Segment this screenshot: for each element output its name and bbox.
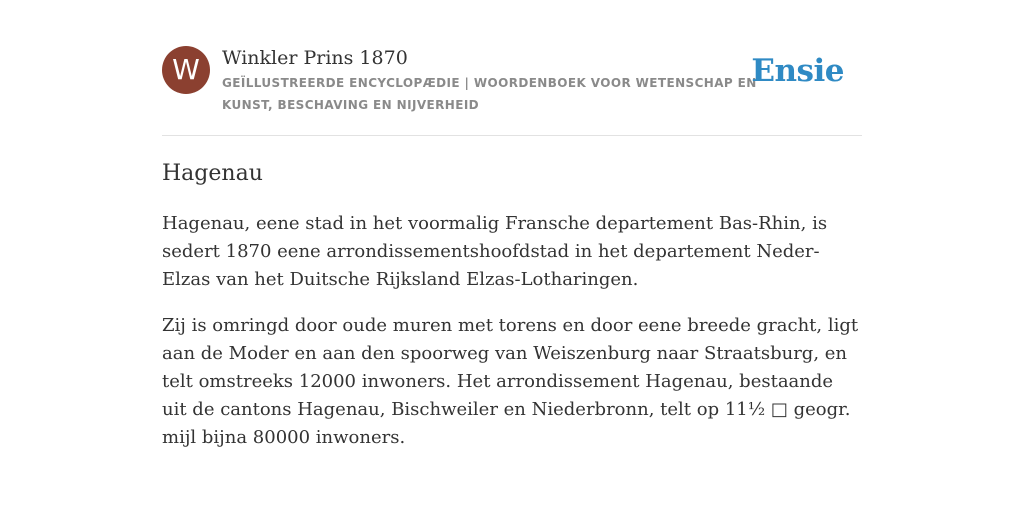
- article-paragraph: Hagenau, eene stad in het voormalig Fransche departement Bas-Rhin, is sedert 1870 eene arrondissementshoofdstad in het departement Neder-Elzas van het Duitsche Rijksland Elzas-Lotharingen.: [162, 213, 828, 290]
- source-title[interactable]: Winkler Prins 1870: [222, 47, 408, 69]
- avatar-letter: W: [172, 53, 200, 86]
- header-divider: [162, 135, 862, 136]
- source-subtitle: GEÏLLUSTREERDE ENCYCLOPÆDIE | WOORDENBOEK VOOR WETENSCHAP EN KUNST, BESCHAVING EN NIJVERHEID: [222, 76, 757, 112]
- source-header: [162, 46, 862, 135]
- source-avatar: [162, 46, 210, 94]
- article: [162, 156, 862, 470]
- article-body: [162, 210, 862, 452]
- ensie-logo-link[interactable]: Ensie: [751, 53, 844, 89]
- article-paragraph: Zij is omringd door oude muren met torens en door eene breede gracht, ligt aan de Moder en aan den spoorweg van Weiszenburg naar Straatsburg, en telt omstreeks 12000 inwoners. Het arrondissement Hagenau, bestaande uit de cantons Hagenau, Bischweiler en Niederbronn, telt op 11½ □ geogr. mijl bijna 80000 inwoners.: [162, 315, 859, 448]
- article-title: Hagenau: [162, 161, 263, 186]
